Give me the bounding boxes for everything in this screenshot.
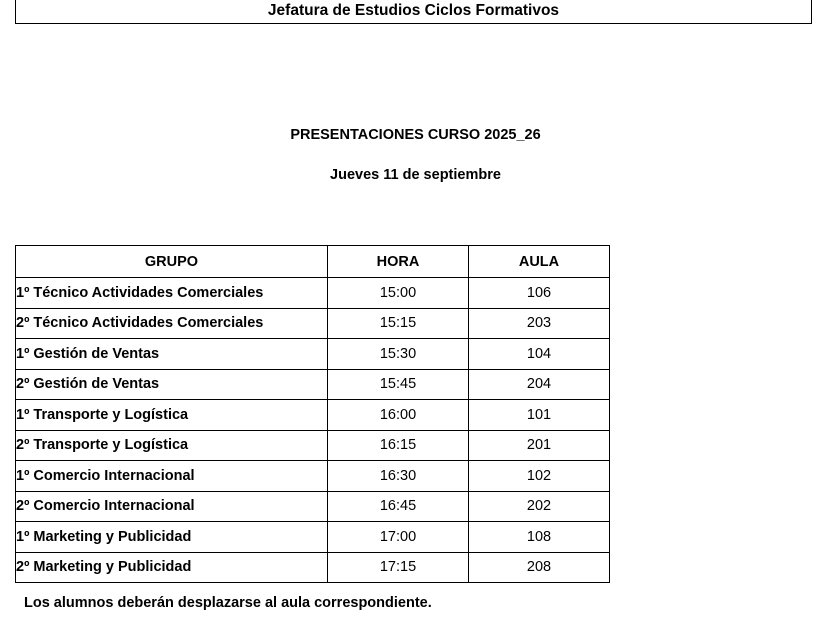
table-row [16, 339, 610, 370]
cell-grupo: 1º Comercio Internacional [16, 461, 328, 492]
table-row [16, 552, 610, 583]
table-row [16, 522, 610, 553]
column-header-aula: AULA [469, 246, 610, 278]
table-row [16, 430, 610, 461]
cell-hora: 16:15 [328, 430, 469, 461]
table-row [16, 278, 610, 309]
cell-aula: 208 [469, 552, 610, 583]
cell-aula: 204 [469, 369, 610, 400]
column-header-hora: HORA [328, 246, 469, 278]
cell-grupo: 2º Técnico Actividades Comerciales [16, 308, 328, 339]
cell-aula: 104 [469, 339, 610, 370]
table-row [16, 461, 610, 492]
cell-grupo: 2º Transporte y Logística [16, 430, 328, 461]
table-row [16, 369, 610, 400]
cell-grupo: 2º Gestión de Ventas [16, 369, 328, 400]
cell-aula: 108 [469, 522, 610, 553]
cell-hora: 15:00 [328, 278, 469, 309]
cell-aula: 106 [469, 278, 610, 309]
table-row [16, 308, 610, 339]
column-header-grupo: GRUPO [16, 246, 328, 278]
cell-grupo: 1º Gestión de Ventas [16, 339, 328, 370]
cell-grupo: 2º Marketing y Publicidad [16, 552, 328, 583]
cell-aula: 202 [469, 491, 610, 522]
cell-hora: 15:45 [328, 369, 469, 400]
cell-hora: 16:45 [328, 491, 469, 522]
cell-grupo: 2º Comercio Internacional [16, 491, 328, 522]
footer-note: Los alumnos deberán desplazarse al aula correspondiente. [24, 595, 432, 611]
table-header-row [16, 246, 610, 278]
cell-grupo: 1º Transporte y Logística [16, 400, 328, 431]
table-row [16, 491, 610, 522]
page-subtitle-date: Jueves 11 de septiembre [330, 167, 501, 183]
schedule-table [15, 245, 610, 583]
header-title: Jefatura de Estudios Ciclos Formativos [267, 2, 560, 19]
page-title: PRESENTACIONES CURSO 2025_26 [290, 127, 541, 143]
cell-aula: 201 [469, 430, 610, 461]
cell-hora: 16:30 [328, 461, 469, 492]
cell-hora: 17:15 [328, 552, 469, 583]
cell-hora: 15:30 [328, 339, 469, 370]
cell-hora: 17:00 [328, 522, 469, 553]
cell-aula: 203 [469, 308, 610, 339]
document-header [15, 0, 812, 24]
cell-hora: 15:15 [328, 308, 469, 339]
cell-hora: 16:00 [328, 400, 469, 431]
cell-grupo: 1º Técnico Actividades Comerciales [16, 278, 328, 309]
cell-aula: 102 [469, 461, 610, 492]
cell-aula: 101 [469, 400, 610, 431]
cell-grupo: 1º Marketing y Publicidad [16, 522, 328, 553]
table-row [16, 400, 610, 431]
